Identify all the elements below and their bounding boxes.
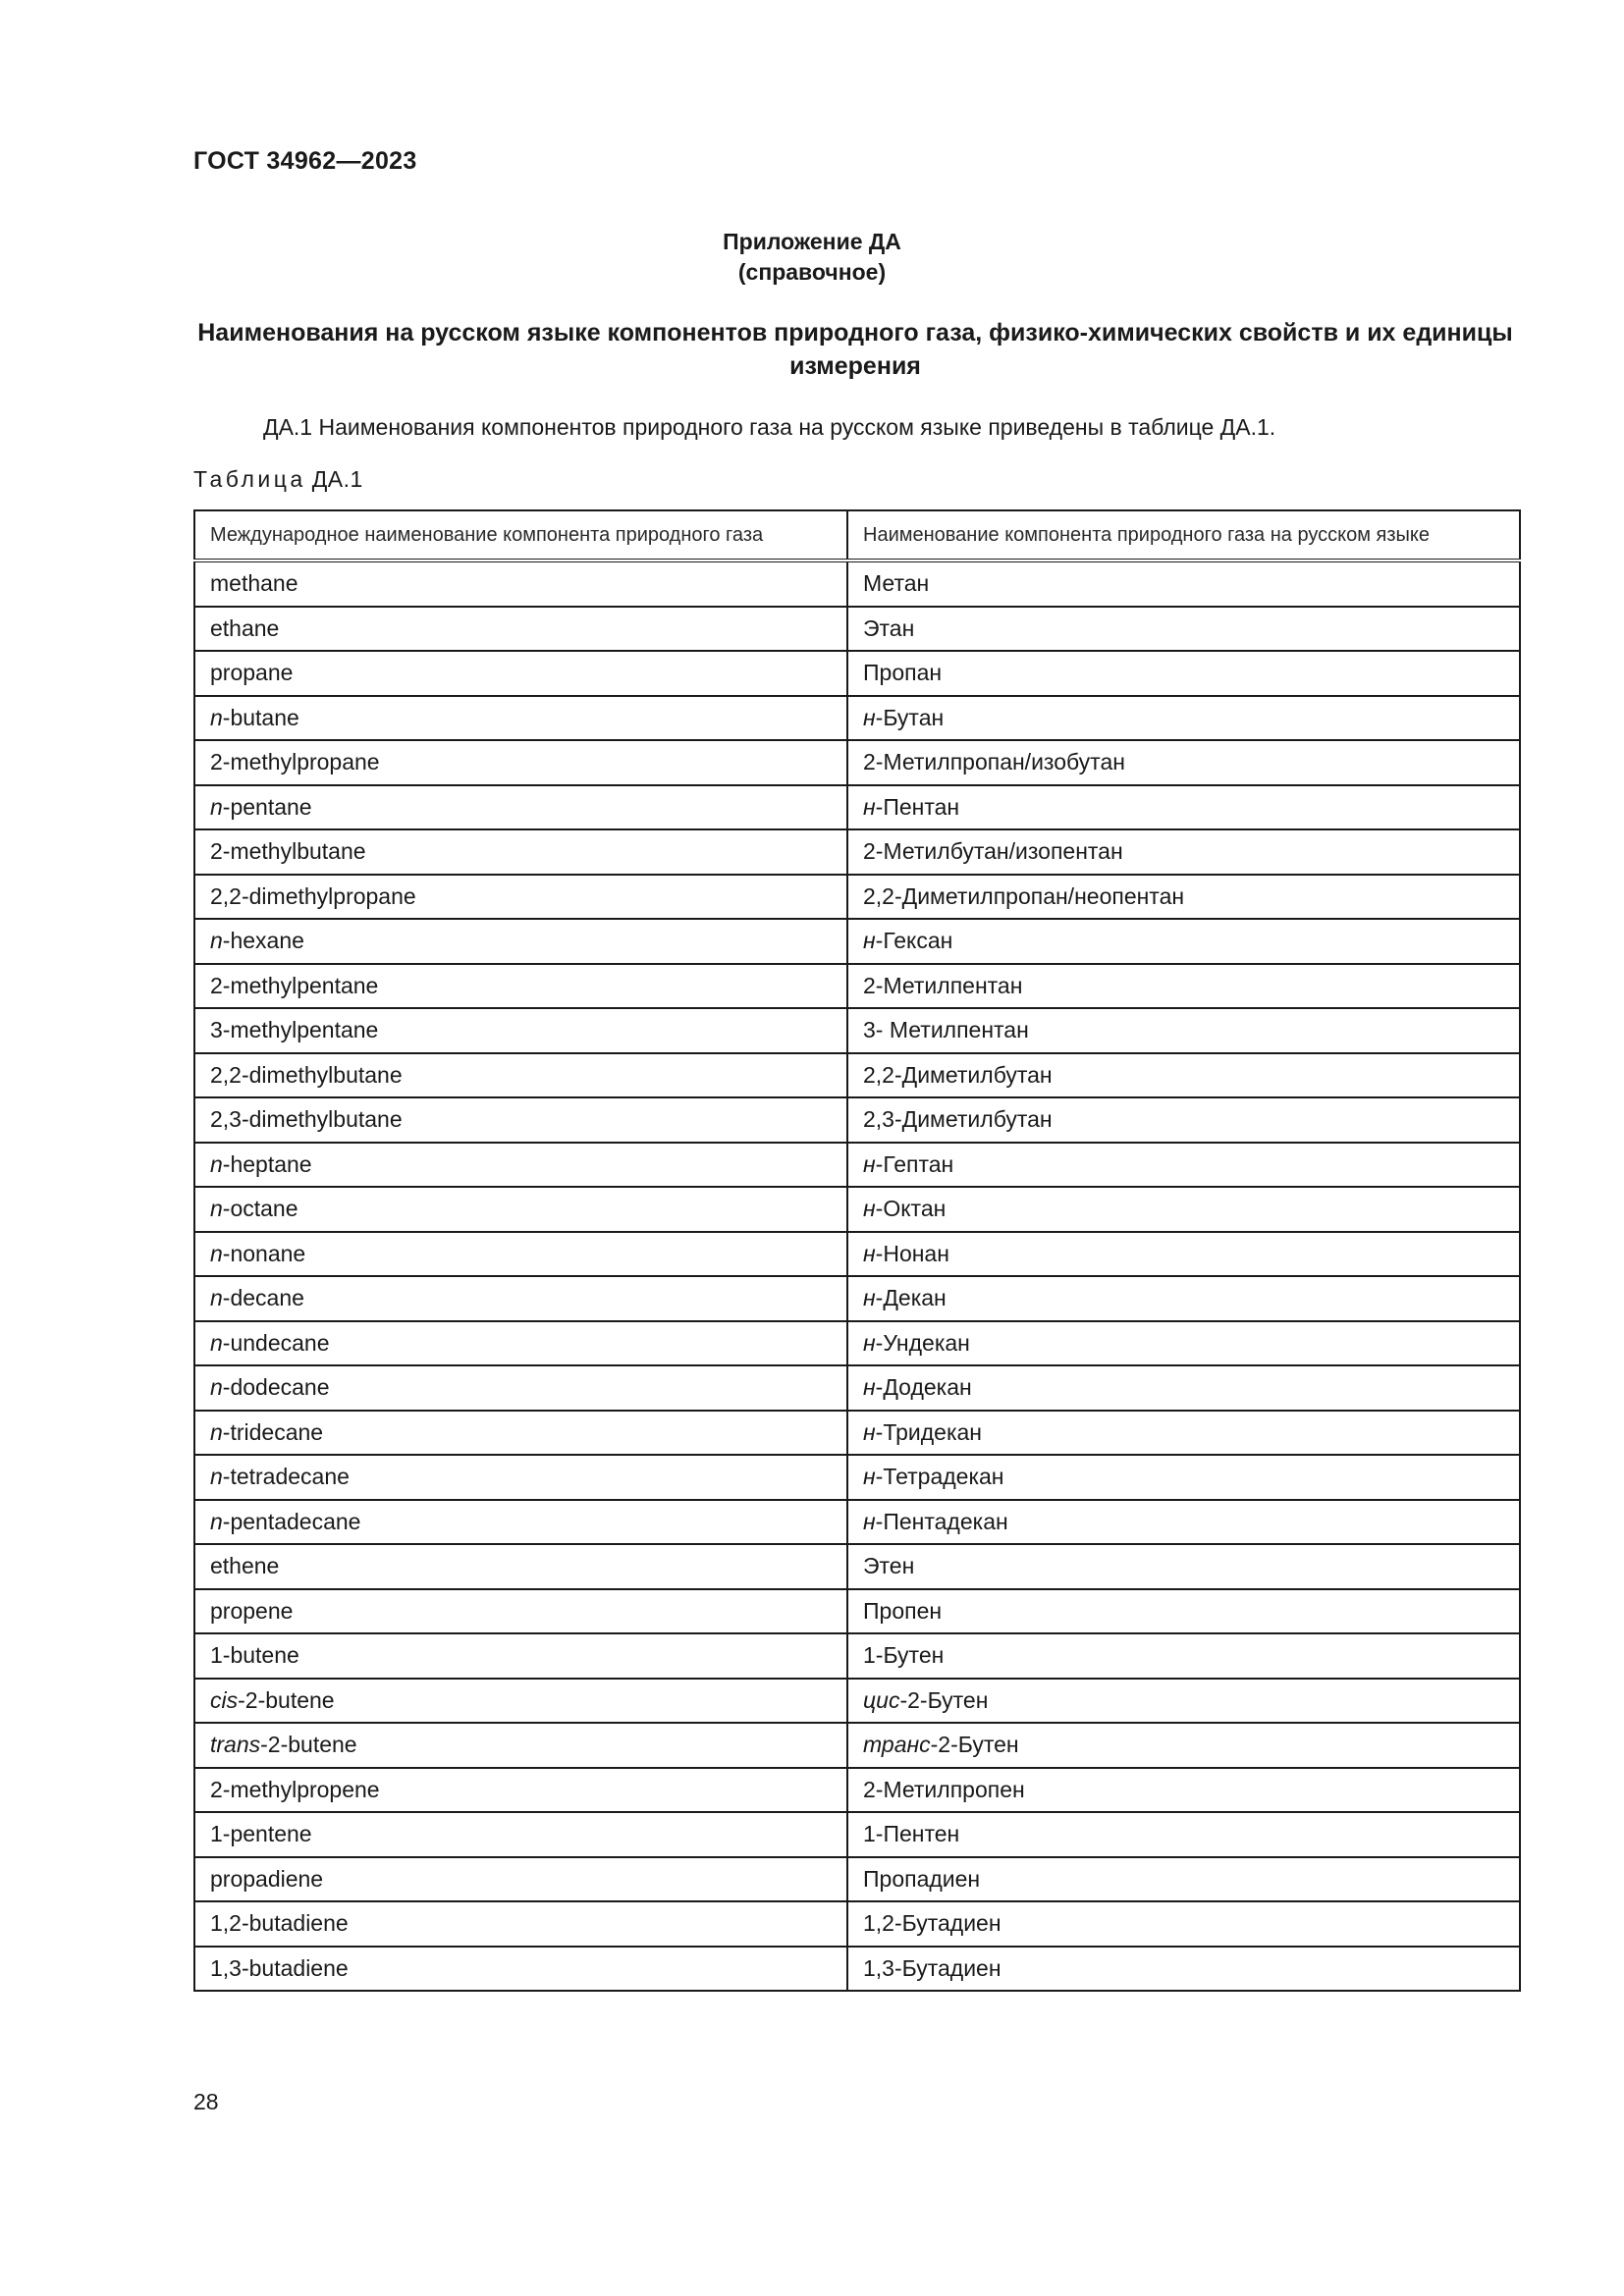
component-name: methane: [210, 570, 298, 597]
cell-international-name: [194, 740, 847, 785]
table-row: [194, 561, 1520, 607]
cell-russian-name: [847, 964, 1520, 1009]
component-name: 2-Метилпентан: [863, 972, 1023, 998]
cell-international-name: [194, 1455, 847, 1500]
prefix-italic: n: [210, 1285, 223, 1311]
table-row: [194, 1812, 1520, 1857]
prefix-italic: trans: [210, 1732, 261, 1758]
component-name: 2-Метилпропен: [863, 1776, 1025, 1802]
cell-russian-name: [847, 1008, 1520, 1053]
component-name: Пропен: [863, 1597, 943, 1624]
prefix-italic: н: [863, 793, 876, 820]
table-row: [194, 1143, 1520, 1188]
component-name: -dodecane: [222, 1374, 330, 1401]
component-name: -2-Бутен: [899, 1686, 989, 1713]
cell-russian-name: [847, 696, 1520, 741]
cell-russian-name: [847, 1053, 1520, 1098]
component-name: -Додекан: [875, 1374, 972, 1401]
component-name: 2,2-Диметилбутан: [863, 1061, 1053, 1088]
table-row: [194, 1857, 1520, 1902]
component-name: 2,2-dimethylbutane: [210, 1061, 403, 1088]
prefix-italic: n: [210, 1196, 223, 1222]
component-name: Пропадиен: [863, 1865, 981, 1892]
component-name: -undecane: [222, 1329, 330, 1356]
prefix-italic: н: [863, 1285, 876, 1311]
cell-international-name: [194, 607, 847, 652]
cell-russian-name: [847, 1947, 1520, 1992]
cell-international-name: [194, 1679, 847, 1724]
cell-russian-name: [847, 1857, 1520, 1902]
cell-international-name: [194, 1768, 847, 1813]
cell-russian-name: [847, 1901, 1520, 1947]
table-row: [194, 919, 1520, 964]
cell-russian-name: [847, 829, 1520, 875]
component-name: -Пентан: [875, 793, 960, 820]
cell-international-name: [194, 964, 847, 1009]
prefix-italic: н: [863, 928, 876, 954]
cell-international-name: [194, 696, 847, 741]
cell-russian-name: [847, 1679, 1520, 1724]
cell-russian-name: [847, 1276, 1520, 1321]
table-row: [194, 1901, 1520, 1947]
component-name: 1,2-Бутадиен: [863, 1910, 1001, 1937]
component-name: 2,2-dimethylpropane: [210, 882, 416, 909]
table-row: [194, 1187, 1520, 1232]
component-name: -Бутан: [875, 704, 945, 730]
cell-international-name: [194, 785, 847, 830]
component-name: 2,3-Диметилбутан: [863, 1106, 1053, 1133]
table-row: [194, 1723, 1520, 1768]
cell-international-name: [194, 1365, 847, 1411]
cell-international-name: [194, 651, 847, 696]
page-number: 28: [193, 2089, 219, 2114]
cell-russian-name: [847, 1812, 1520, 1857]
component-name: -tridecane: [222, 1418, 324, 1445]
table-header-row: [194, 510, 1520, 561]
prefix-italic: n: [210, 1374, 223, 1401]
cell-russian-name: [847, 1187, 1520, 1232]
cell-russian-name: [847, 1411, 1520, 1456]
cell-international-name: [194, 1321, 847, 1366]
table-row: [194, 1768, 1520, 1813]
component-name: Этан: [863, 614, 915, 641]
cell-international-name: [194, 1723, 847, 1768]
component-name: -Гексан: [875, 928, 953, 954]
component-name: -2-butene: [260, 1732, 357, 1758]
cell-international-name: [194, 1276, 847, 1321]
prefix-italic: транс: [863, 1732, 931, 1758]
component-name: -nonane: [222, 1240, 306, 1266]
cell-international-name: [194, 1187, 847, 1232]
table-row: [194, 1633, 1520, 1679]
table-caption: [193, 466, 363, 493]
component-name: 1-pentene: [210, 1821, 312, 1847]
component-name: 2-methylpropane: [210, 749, 380, 775]
component-name: 1-butene: [210, 1642, 299, 1669]
appendix-note: (справочное): [737, 259, 887, 285]
component-name: -2-butene: [238, 1686, 335, 1713]
cell-russian-name: [847, 1723, 1520, 1768]
table-row: [194, 1232, 1520, 1277]
prefix-italic: н: [863, 1464, 876, 1490]
table-row: [194, 1500, 1520, 1545]
component-name: Пропан: [863, 660, 943, 686]
table-row: [194, 607, 1520, 652]
component-name: -Нонан: [875, 1240, 949, 1266]
table-row: [194, 1008, 1520, 1053]
cell-russian-name: [847, 1500, 1520, 1545]
cell-international-name: [194, 1901, 847, 1947]
component-name: 2,3-dimethylbutane: [210, 1106, 403, 1133]
cell-russian-name: [847, 785, 1520, 830]
table-row: [194, 964, 1520, 1009]
table-row: [194, 1411, 1520, 1456]
component-name: -Октан: [875, 1196, 947, 1222]
component-name: propene: [210, 1597, 294, 1624]
prefix-italic: n: [210, 1329, 223, 1356]
component-name: 1,3-butadiene: [210, 1954, 349, 1981]
component-name: Этен: [863, 1553, 915, 1579]
component-name: -octane: [222, 1196, 298, 1222]
table-row: [194, 1097, 1520, 1143]
prefix-italic: н: [863, 1329, 876, 1356]
table-row: [194, 1053, 1520, 1098]
component-name: 2-methylpropene: [210, 1776, 380, 1802]
prefix-italic: цис: [863, 1686, 900, 1713]
prefix-italic: n: [210, 1508, 223, 1534]
component-name: -pentane: [222, 793, 312, 820]
section-title: Наименования на русском языке компонентов природного газа, физико-химических свойств и их единицы измерения: [197, 319, 1513, 380]
cell-russian-name: [847, 1097, 1520, 1143]
table-row: [194, 785, 1520, 830]
component-name: propane: [210, 660, 294, 686]
table-body: [194, 561, 1520, 1991]
prefix-italic: н: [863, 1240, 876, 1266]
table-row: [194, 1947, 1520, 1992]
prefix-italic: н: [863, 1418, 876, 1445]
prefix-italic: n: [210, 793, 223, 820]
component-name: 1-Пентен: [863, 1821, 960, 1847]
table-row: [194, 1455, 1520, 1500]
table-row: [194, 1321, 1520, 1366]
cell-russian-name: [847, 1321, 1520, 1366]
prefix-italic: n: [210, 928, 223, 954]
component-name: 2-Метилпропан/изобутан: [863, 749, 1125, 775]
table-row: [194, 1544, 1520, 1589]
prefix-italic: n: [210, 704, 223, 730]
prefix-italic: n: [210, 1464, 223, 1490]
component-name: -2-Бутен: [930, 1732, 1019, 1758]
table-row: [194, 1589, 1520, 1634]
cell-russian-name: [847, 561, 1520, 607]
component-name: 2-methylpentane: [210, 972, 379, 998]
cell-russian-name: [847, 1544, 1520, 1589]
table-caption-word: Таблица: [193, 466, 306, 492]
prefix-italic: н: [863, 704, 876, 730]
table-caption-number: ДА.1: [311, 466, 363, 492]
appendix-title: Приложение ДА: [723, 229, 901, 254]
cell-international-name: [194, 1633, 847, 1679]
cell-russian-name: [847, 1455, 1520, 1500]
component-name: 1,3-Бутадиен: [863, 1954, 1001, 1981]
component-name: ethane: [210, 614, 280, 641]
component-name: -tetradecane: [222, 1464, 350, 1490]
component-name: -Декан: [875, 1285, 947, 1311]
component-name: 1,2-butadiene: [210, 1910, 349, 1937]
cell-international-name: [194, 875, 847, 920]
component-name: -hexane: [222, 928, 304, 954]
document-header: ГОСТ 34962—2023: [193, 147, 417, 175]
cell-international-name: [194, 1500, 847, 1545]
table-row: [194, 1276, 1520, 1321]
cell-international-name: [194, 1008, 847, 1053]
cell-russian-name: [847, 1143, 1520, 1188]
cell-international-name: [194, 1411, 847, 1456]
cell-russian-name: [847, 651, 1520, 696]
cell-russian-name: [847, 875, 1520, 920]
table-row: [194, 1365, 1520, 1411]
component-name: -Гептан: [875, 1150, 954, 1177]
column-header-international: Международное наименование компонента природного газа: [194, 510, 847, 561]
column-header-russian: Наименование компонента природного газа на русском языке: [847, 510, 1520, 561]
cell-russian-name: [847, 1589, 1520, 1634]
table-row: [194, 829, 1520, 875]
cell-international-name: [194, 1947, 847, 1992]
appendix-heading: [0, 227, 1624, 288]
cell-russian-name: [847, 919, 1520, 964]
table-row: [194, 875, 1520, 920]
prefix-italic: н: [863, 1508, 876, 1534]
component-name: -decane: [222, 1285, 304, 1311]
cell-russian-name: [847, 607, 1520, 652]
component-name: -Ундекан: [875, 1329, 970, 1356]
cell-russian-name: [847, 1768, 1520, 1813]
prefix-italic: н: [863, 1196, 876, 1222]
table-row: [194, 696, 1520, 741]
cell-international-name: [194, 1053, 847, 1098]
cell-international-name: [194, 1232, 847, 1277]
table-row: [194, 651, 1520, 696]
cell-international-name: [194, 1857, 847, 1902]
component-name: 2-Метилбутан/изопентан: [863, 838, 1123, 865]
cell-russian-name: [847, 1365, 1520, 1411]
component-name: 3- Метилпентан: [863, 1017, 1029, 1043]
table-row: [194, 740, 1520, 785]
prefix-italic: n: [210, 1150, 223, 1177]
prefix-italic: cis: [210, 1686, 239, 1713]
cell-international-name: [194, 1544, 847, 1589]
component-name: 2-methylbutane: [210, 838, 366, 865]
component-name: ethene: [210, 1553, 280, 1579]
component-name: Метан: [863, 570, 930, 597]
component-name: -heptane: [222, 1150, 312, 1177]
cell-international-name: [194, 1812, 847, 1857]
component-name: 2,2-Диметилпропан/неопентан: [863, 882, 1185, 909]
component-name: -butane: [222, 704, 299, 730]
cell-international-name: [194, 1097, 847, 1143]
table-row: [194, 1679, 1520, 1724]
intro-paragraph: ДА.1 Наименования компонентов природного газа на русском языке приведены в таблице ДА.1.: [263, 414, 1276, 440]
prefix-italic: n: [210, 1418, 223, 1445]
component-name: -Тетрадекан: [875, 1464, 1004, 1490]
component-name: 1-Бутен: [863, 1642, 945, 1669]
component-name: -Пентадекан: [875, 1508, 1008, 1534]
cell-international-name: [194, 829, 847, 875]
prefix-italic: н: [863, 1374, 876, 1401]
prefix-italic: н: [863, 1150, 876, 1177]
prefix-italic: n: [210, 1240, 223, 1266]
component-name: 3-methylpentane: [210, 1017, 379, 1043]
cell-russian-name: [847, 1232, 1520, 1277]
cell-international-name: [194, 561, 847, 607]
cell-international-name: [194, 1589, 847, 1634]
cell-international-name: [194, 1143, 847, 1188]
cell-russian-name: [847, 740, 1520, 785]
cell-international-name: [194, 919, 847, 964]
component-name: -pentadecane: [222, 1508, 361, 1534]
component-name: -Тридекан: [875, 1418, 983, 1445]
component-name: propadiene: [210, 1865, 324, 1892]
cell-russian-name: [847, 1633, 1520, 1679]
components-table: [193, 509, 1521, 1992]
